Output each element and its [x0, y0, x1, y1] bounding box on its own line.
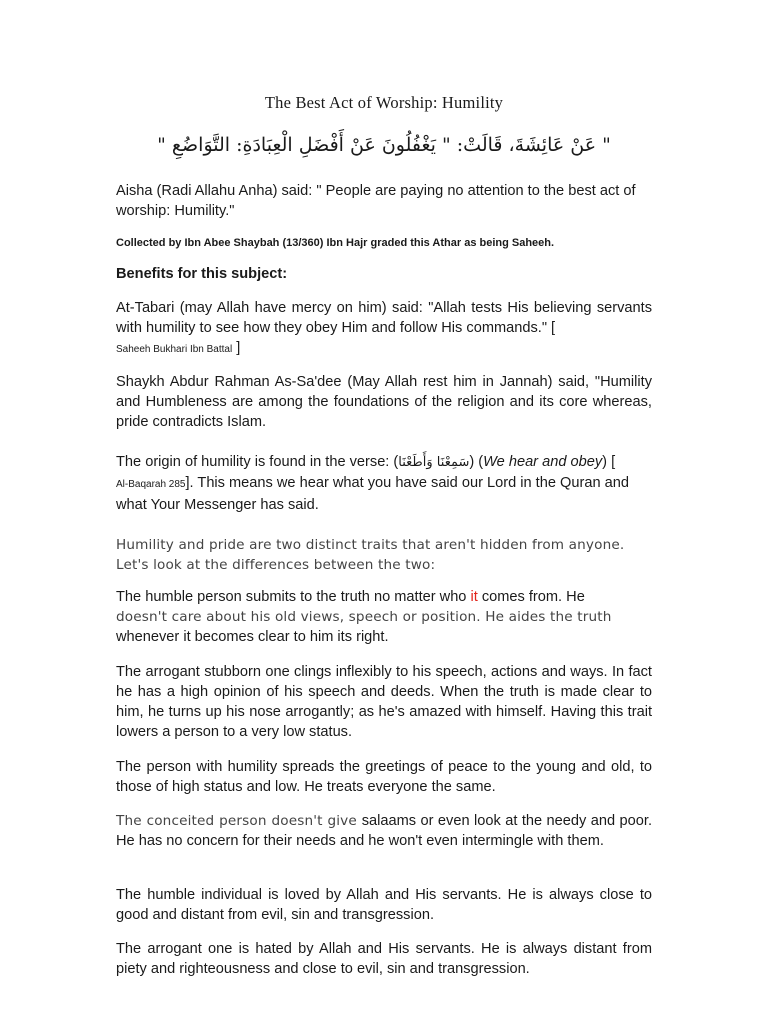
- at-tabari-text: At-Tabari (may Allah have mercy on him) said: "Allah tests His believing servants with humility to see how they obey Him and follow His commands." [: [116, 300, 652, 336]
- conceited-text-a: The conceited person doesn't give: [116, 813, 362, 829]
- differences-intro: Humility and pride are two distinct traits that aren't hidden from anyone. Let's look at the differences between the two:: [116, 537, 625, 573]
- page-title: The Best Act of Worship: Humility: [264, 93, 504, 112]
- at-tabari-paragraph: [116, 298, 652, 360]
- arabic-quote: " عَنْ عَائِشَةَ، قَالَتْ: " يَغْفُلُونَ عَنْ أَفْضَلِ الْعِبَادَةِ: التَّوَاضُعِ ": [157, 134, 611, 156]
- origin-text-a: The origin of humility is found in the verse: (: [116, 454, 399, 470]
- at-tabari-bracket: ]: [232, 340, 241, 356]
- origin-text-b: ) (: [469, 454, 484, 470]
- humble-person-paragraph: [116, 587, 652, 647]
- origin-text-c: ) [: [602, 454, 616, 470]
- conceited-paragraph: [116, 811, 652, 851]
- collection-note: Collected by Ibn Abee Shaybah (13/360) Ibn Hajr graded this Athar as being Saheeh.: [116, 237, 555, 249]
- origin-text-d: ]. This means we hear what you have said our Lord in the Quran and what Your Messenger has said.: [116, 475, 629, 513]
- humble-loved-paragraph: The humble individual is loved by Allah and His servants. He is always close to good and distant from evil, sin and transgression.: [116, 887, 652, 923]
- at-tabari-reference: Saheeh Bukhari Ibn Battal: [116, 344, 233, 355]
- humble-highlight-it: it: [470, 589, 478, 605]
- arrogant-paragraph: The arrogant stubborn one clings inflexibly to his speech, actions and ways. In fact he has a high opinion of his speech and deeds. When the truth is made clear to him, he turns up his nose arrogantly; as he's amazed with himself. Having this trait lowers a person to a very low status.: [116, 664, 652, 740]
- origin-reference: Al-Baqarah 285: [116, 479, 186, 490]
- peace-greeting-paragraph: The person with humility spreads the greetings of peace to the young and old, to those of high status and low. He treats everyone the same.: [116, 759, 652, 795]
- conceited-text-b: salaams or even look at the needy and poor. He has no concern for their needs and he won't even intermingle with them.: [116, 813, 652, 849]
- sadee-paragraph: Shaykh Abdur Rahman As-Sa'dee (May Allah rest him in Jannah) said, "Humility and Humbleness are among the foundations of the religion and its core whereas, pride contradicts Islam.: [116, 374, 652, 430]
- origin-arabic-verse: سَمِعْنَا وَأَطَعْنَا: [398, 455, 470, 470]
- aisha-quote-paragraph: Aisha (Radi Allahu Anha) said: " People are paying no attention to the best act of worship: Humility.": [116, 183, 636, 219]
- origin-translation: We hear and obey: [483, 454, 603, 470]
- humble-text-a: The humble person submits to the truth no matter who: [116, 589, 471, 605]
- arrogant-hated-paragraph: The arrogant one is hated by Allah and His servants. He is always distant from piety and righteousness and close to evil, sin and transgression.: [116, 941, 652, 977]
- origin-paragraph: [116, 452, 652, 515]
- benefits-heading: Benefits for this subject:: [116, 266, 288, 282]
- humble-text-d: whenever it becomes clear to him its right.: [116, 629, 389, 645]
- humble-text-b: comes from. He: [477, 589, 585, 605]
- humble-text-c: doesn't care about his old views, speech or position. He aides the truth: [116, 609, 612, 625]
